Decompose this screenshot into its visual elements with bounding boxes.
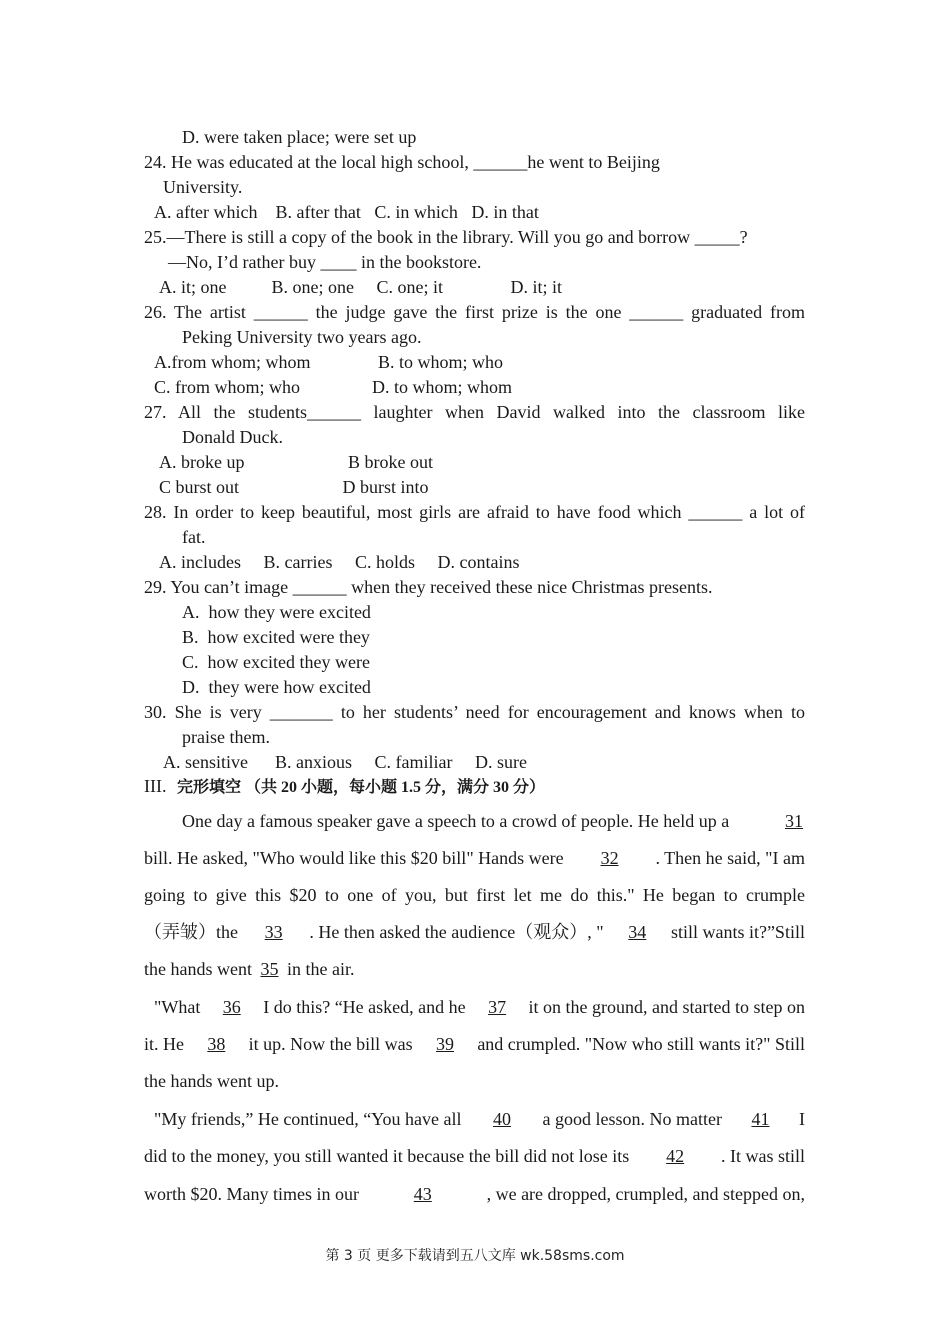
answer-options: A. broke up B broke out [159, 452, 433, 472]
question-line: praise them. [182, 727, 270, 747]
question-line: —No, I’d rather buy ____ in the bookstore. [168, 252, 482, 272]
blank-31: 31 [785, 811, 803, 831]
blank-37: 37 [488, 997, 507, 1017]
answer-options: C. from whom; who D. to whom; whom [154, 377, 512, 397]
question-line: University. [163, 177, 243, 197]
blank-33: 33 [264, 922, 283, 942]
question-line: 28. In order to keep beautiful, most girls are afraid to have food which ______ a lot of [144, 502, 805, 522]
passage-line: bill. He asked, "Who would like this $20 bill" Hands were 32 . Then he said, "I am [144, 848, 805, 868]
question-line: 24. He was educated at the local high school, ______he went to Beijing [144, 152, 660, 172]
page-footer: 第 3 页 更多下载请到五八文库 wk.58sms.com [325, 1248, 625, 1264]
blank-42: 42 [666, 1146, 685, 1166]
passage-line: "My friends,” He continued, “You have all 40 a good lesson. No matter 41 I [154, 1109, 805, 1129]
passage-line: （弄皱）the 33 . He then asked the audience（观众）, " 34 still wants it?”Still [144, 922, 805, 942]
answer-option: B. how excited were they [182, 627, 370, 647]
question-line: 30. She is very _______ to her students’ need for encouragement and knows when to [144, 702, 805, 722]
answer-options: C burst out D burst into [159, 477, 429, 497]
answer-options: A. includes B. carries C. holds D. contains [159, 552, 520, 572]
question-line: D. were taken place; were set up [182, 127, 417, 147]
section-heading [144, 775, 545, 799]
passage-line: did to the money, you still wanted it because the bill did not lose its 42 . It was still [144, 1146, 805, 1166]
passage-line: worth $20. Many times in our 43 , we are dropped, crumpled, and stepped on, [144, 1184, 805, 1204]
blank-32: 32 [600, 848, 619, 868]
question-line: 27. All the students______ laughter when David walked into the classroom like [144, 402, 805, 422]
blank-39: 39 [435, 1034, 454, 1054]
question-line: Donald Duck. [182, 427, 283, 447]
passage-line: the hands went 35 in the air. [144, 959, 355, 979]
passage-line: "What 36 I do this? “He asked, and he 37 it on the ground, and started to step on [154, 997, 805, 1017]
section-title: 完形填空 （共 20 小题，每小题 1.5 分，满分 30 分） [176, 779, 545, 796]
answer-options: A. after which B. after that C. in which D. in that [154, 202, 539, 222]
passage-line: One day a famous speaker gave a speech to a crowd of people. He held up a 31 [182, 811, 803, 831]
blank-40: 40 [492, 1109, 511, 1129]
answer-options: A.from whom; whom B. to whom; who [154, 352, 503, 372]
blank-38: 38 [207, 1034, 226, 1054]
passage-line: it. He 38 it up. Now the bill was 39 and crumpled. "Now who still wants it?" Still [144, 1034, 805, 1054]
question-line: 25.—There is still a copy of the book in the library. Will you go and borrow _____? [144, 227, 748, 247]
question-line: fat. [182, 527, 206, 547]
question-line: 26. The artist ______ the judge gave the first prize is the one ______ graduated from [144, 302, 805, 322]
answer-option: C. how excited they were [182, 652, 370, 672]
passage-line: the hands went up. [144, 1071, 279, 1091]
blank-35: 35 [260, 959, 279, 979]
answer-options: A. sensitive B. anxious C. familiar D. sure [163, 752, 527, 772]
answer-option: A. how they were excited [182, 602, 371, 622]
passage-line: going to give this $20 to one of you, but first let me do this." He began to crumple [144, 885, 805, 905]
blank-43: 43 [413, 1184, 432, 1204]
blank-41: 41 [751, 1109, 770, 1129]
answer-option: D. they were how excited [182, 677, 371, 697]
section-number: III. [144, 776, 167, 796]
blank-34: 34 [628, 922, 647, 942]
question-line: 29. You can’t image ______ when they received these nice Christmas presents. [144, 577, 713, 597]
blank-36: 36 [222, 997, 241, 1017]
answer-options: A. it; one B. one; one C. one; it D. it; it [159, 277, 562, 297]
question-line: Peking University two years ago. [182, 327, 422, 347]
